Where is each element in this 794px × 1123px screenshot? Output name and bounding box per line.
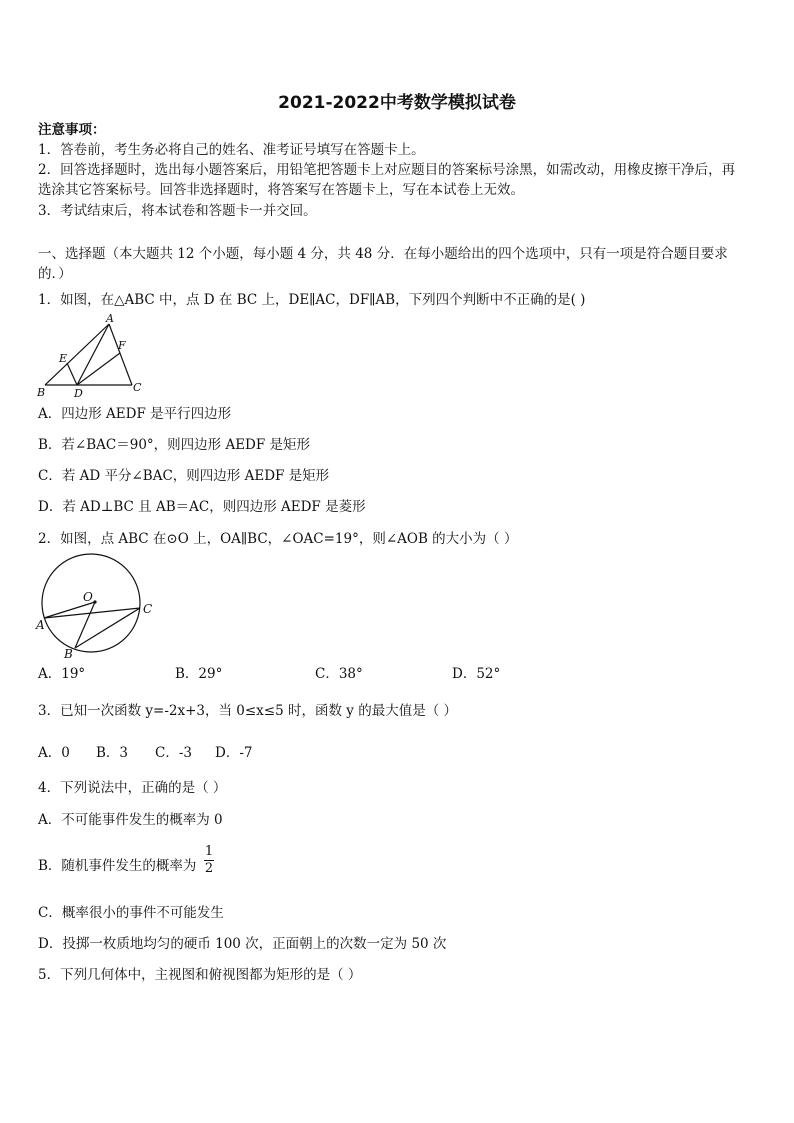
label-B: B	[64, 647, 73, 660]
question-5-stem: 5．下列几何体中，主视图和俯视图都为矩形的是（ ）	[38, 967, 362, 983]
q1-option-b: B．若∠BAC＝90°，则四边形 AEDF 是矩形	[38, 437, 311, 453]
q4-option-a: A．不可能事件发生的概率为 0	[38, 812, 223, 828]
q1-option-c: C．若 AD 平分∠BAC，则四边形 AEDF 是矩形	[38, 468, 330, 484]
q3-options	[38, 744, 758, 762]
label-F: F	[118, 339, 126, 352]
q3-option-d: D．-7	[215, 745, 253, 761]
q2-options	[38, 665, 758, 683]
q4-option-d: D．投掷一枚质地均匀的硬币 100 次，正面朝上的次数一定为 50 次	[38, 936, 447, 952]
question-4-stem: 4．下列说法中，正确的是（ ）	[38, 780, 227, 796]
q2-option-a: A．19°	[38, 666, 86, 682]
label-C: C	[143, 602, 153, 616]
fraction-numerator: 1	[204, 844, 214, 859]
question-3-stem: 3．已知一次函数 y=-2x+3，当 0≤x≤5 时，函数 y 的最大值是（ ）	[38, 703, 457, 719]
question-2-stem: 2．如图，点 ABC 在⊙O 上，OA∥BC，∠OAC=19°，则∠AOB 的大小为（ ）	[38, 531, 518, 547]
section-heading-cont: 的．）	[38, 266, 72, 282]
label-E: E	[59, 352, 68, 365]
notice-item: 1．答卷前，考生务必将自己的姓名、准考证号填写在答题卡上。	[38, 142, 425, 158]
fraction-denominator: 2	[204, 861, 214, 876]
notice-item: 3．考试结束后，将本试卷和答题卡一并交回。	[38, 203, 317, 219]
q3-option-a: A．0	[38, 745, 70, 761]
label-D: D	[74, 387, 83, 400]
notice-item: 选涂其它答案标号。回答非选择题时，将答案写在答题卡上，写在本试卷上无效。	[38, 182, 524, 198]
q3-option-c: C．-3	[155, 745, 192, 761]
q3-option-b: B．3	[96, 745, 129, 761]
q2-option-c: C．38°	[315, 666, 363, 682]
label-C: C	[133, 381, 142, 394]
q1-option-a: A．四边形 AEDF 是平行四边形	[38, 406, 232, 422]
q2-option-b: B．29°	[175, 666, 223, 682]
question-1-stem: 1．如图，在△ABC 中，点 D 在 BC 上，DE∥AC，DF∥AB，下列四个判断中不正确的是( )	[38, 292, 586, 308]
triangle-figure	[36, 312, 146, 400]
circle-figure	[34, 552, 156, 660]
label-O: O	[83, 590, 93, 604]
q4-option-c: C．概率很小的事件不可能发生	[38, 905, 224, 921]
q1-option-d: D．若 AD⊥BC 且 AB＝AC，则四边形 AEDF 是菱形	[38, 499, 366, 515]
q2-option-d: D．52°	[452, 666, 501, 682]
q4-option-b: B．随机事件发生的概率为	[38, 858, 197, 874]
label-A: A	[106, 312, 114, 325]
notice-heading: 注意事项：	[38, 122, 106, 138]
fraction-one-half	[204, 845, 214, 876]
label-A: A	[36, 618, 45, 632]
label-B: B	[37, 386, 46, 399]
notice-item: 2．回答选择题时，选出每小题答案后，用铅笔把答题卡上对应题目的答案标号涂黑，如需改动，用橡皮擦干净后，再	[38, 162, 736, 178]
section-heading: 一、选择题（本大题共 12 个小题，每小题 4 分，共 48 分．在每小题给出的四个选项中，只有一项是符合题目要求	[38, 246, 728, 262]
page-title: 2021-2022中考数学模拟试卷	[278, 93, 516, 113]
